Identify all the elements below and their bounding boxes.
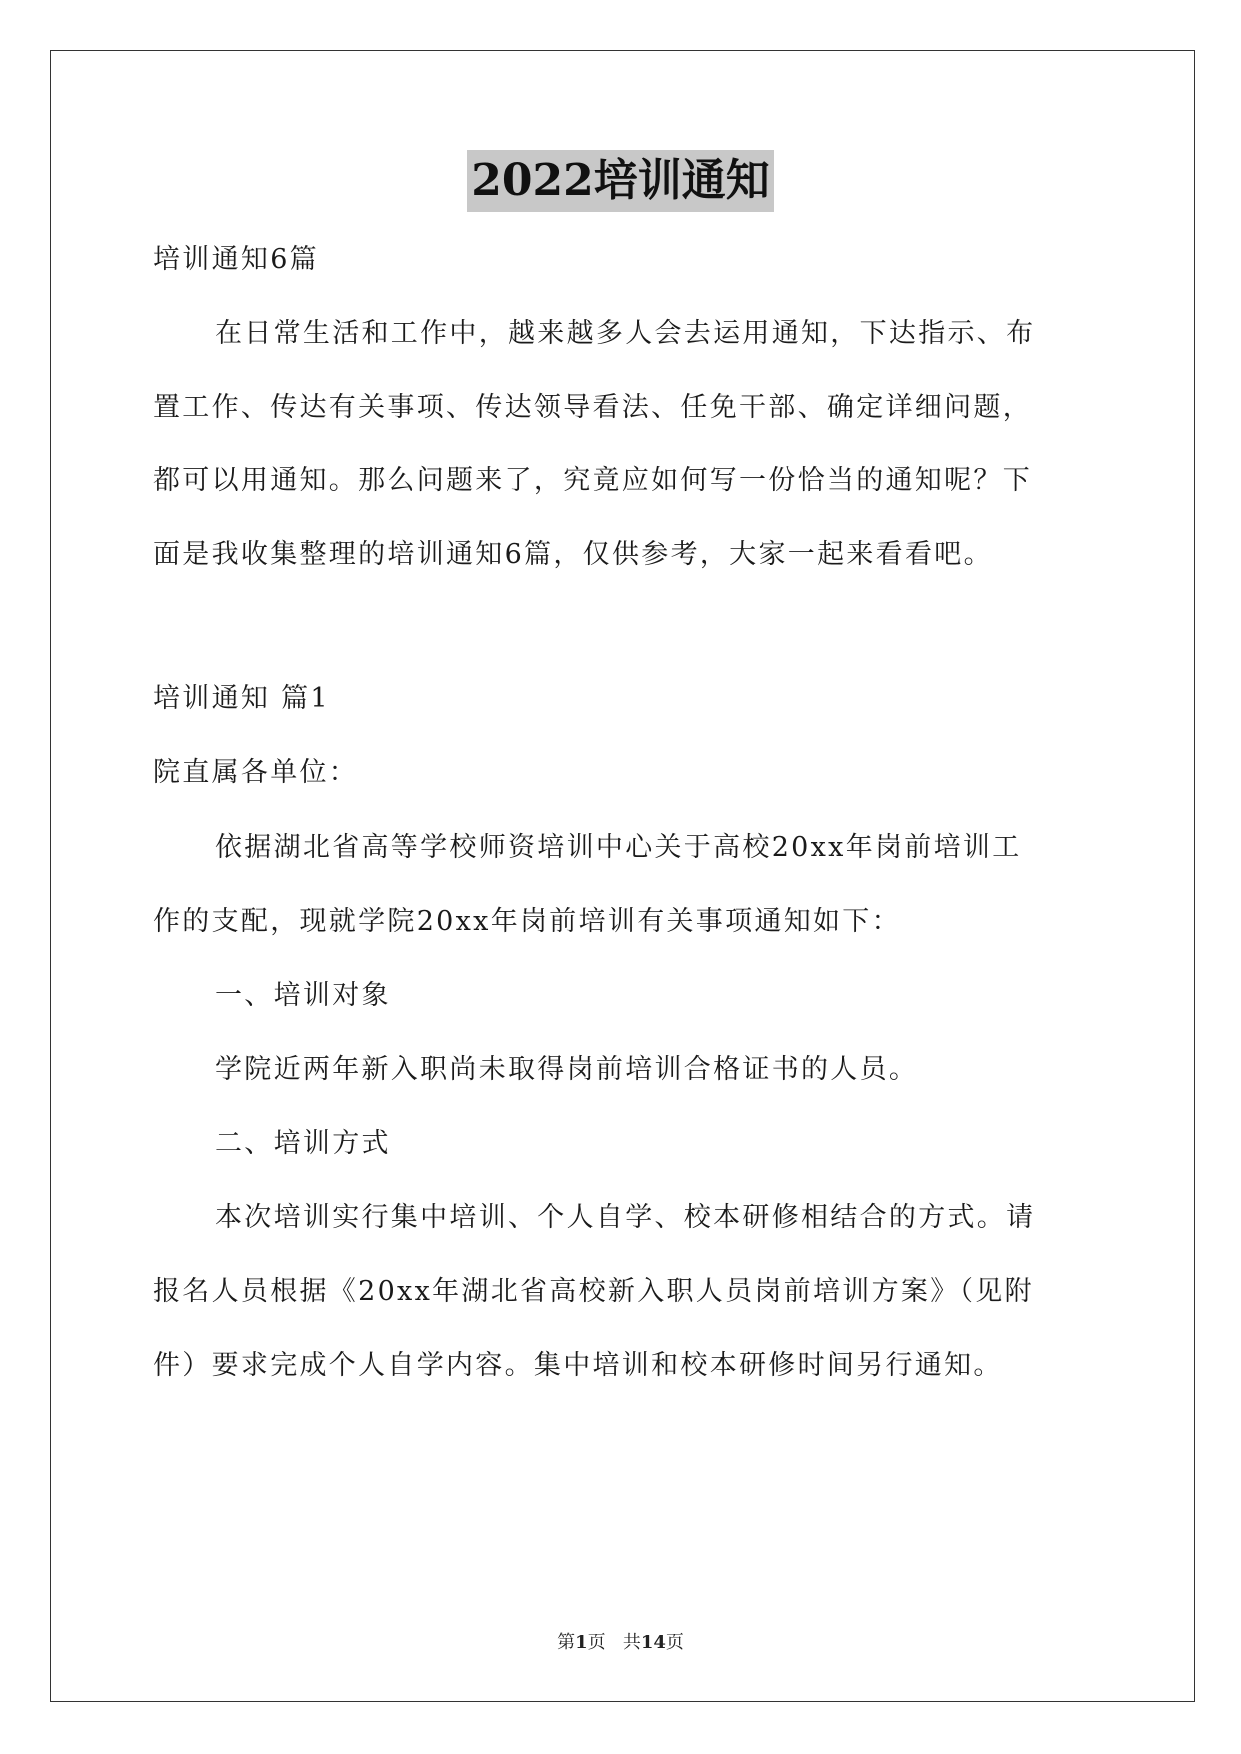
paragraph-line: 件）要求完成个人自学内容。集中培训和校本研修时间另行通知。: [153, 1350, 1003, 1381]
paragraph-line: 本次培训实行集中培训、个人自学、校本研修相结合的方式。请: [215, 1202, 1036, 1233]
footer-total-pages: 14: [640, 1632, 666, 1653]
item-heading: 一、培训对象: [215, 980, 391, 1011]
salutation-line: 院直属各单位：: [153, 757, 359, 788]
section-heading: 培训通知 篇1: [153, 683, 330, 714]
paragraph-line: 置工作、传达有关事项、传达领导看法、任免干部、确定详细问题，: [153, 392, 1032, 423]
paragraph-line: 学院近两年新入职尚未取得岗前培训合格证书的人员。: [215, 1054, 919, 1085]
document-title: 2022培训通知: [467, 150, 773, 212]
paragraph-line: 面是我收集整理的培训通知6篇，仅供参考，大家一起来看看吧。: [153, 539, 993, 570]
item-heading: 二、培训方式: [215, 1128, 391, 1159]
title-container: [0, 150, 1241, 212]
footer-page-number: 1: [575, 1632, 588, 1653]
paragraph-line: 作的支配，现就学院20xx年岗前培训有关事项通知如下：: [153, 906, 901, 937]
page-footer: [0, 1628, 1241, 1654]
paragraph-line: 报名人员根据《20xx年湖北省高校新入职人员岗前培训方案》（见附: [153, 1276, 1034, 1307]
footer-page-unit: 页: [587, 1632, 606, 1653]
paragraph-line: 依据湖北省高等学校师资培训中心关于高校20xx年岗前培训工: [215, 832, 1022, 863]
paragraph-line: 都可以用通知。那么问题来了，究竟应如何写一份恰当的通知呢？下: [153, 465, 1032, 496]
subtitle-line: 培训通知6篇: [153, 244, 319, 275]
footer-total-prefix: 共: [622, 1632, 641, 1653]
footer-page-prefix: 第: [557, 1632, 576, 1653]
footer-total-unit: 页: [665, 1632, 684, 1653]
page-border: [50, 50, 1195, 1702]
paragraph-line: 在日常生活和工作中，越来越多人会去运用通知，下达指示、布: [215, 318, 1036, 349]
